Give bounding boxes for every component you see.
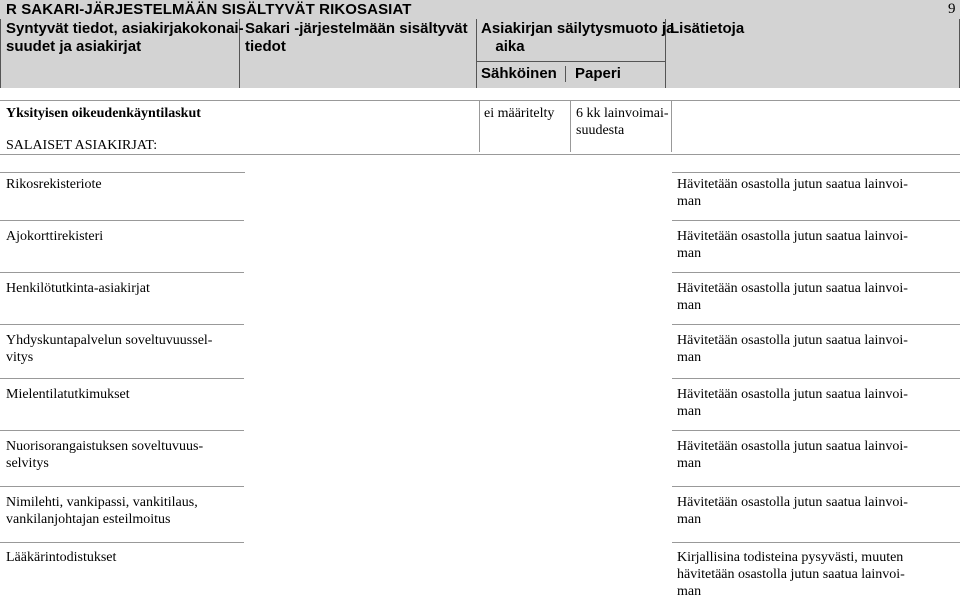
row-divider — [0, 486, 244, 487]
row-info-line2: man — [677, 298, 702, 313]
header-col-documents-line1: Syntyvät tiedot, asiakirjakokonai- — [6, 20, 244, 37]
row-name — [6, 280, 246, 297]
row-name — [6, 494, 246, 528]
row-info-line2: man — [677, 456, 702, 471]
row-name-line2: vitys — [6, 350, 34, 365]
header-subcol-divider — [565, 66, 566, 82]
header-col-documents-line2: suudet ja asiakirjat — [6, 38, 142, 55]
row-name-line1: Nimilehti, vankipassi, vankitilaus, — [6, 495, 198, 510]
row-info-line2: hävitetään osastolla jutun saatua lainvoi- — [677, 567, 905, 582]
row-info-line1: Hävitetään osastolla jutun saatua lainvoi- — [677, 387, 908, 402]
section2-heading: SALAISET ASIAKIRJAT: — [6, 138, 158, 153]
header-col-system-data-line2: tiedot — [245, 38, 286, 55]
row-info — [677, 280, 960, 314]
row-name-line1: Rikosrekisteriote — [6, 177, 102, 192]
row-name-line2: vankilanjohtajan esteilmoitus — [6, 512, 171, 527]
row-info-line2: man — [677, 194, 702, 209]
section1-paper-line2: suudesta — [576, 123, 625, 138]
row-info — [677, 549, 960, 600]
row-name-line1: Mielentilatutkimukset — [6, 387, 130, 402]
header-divider-2 — [476, 19, 477, 88]
row-info-line1: Hävitetään osastolla jutun saatua lainvoi- — [677, 229, 908, 244]
row-divider-info — [672, 486, 960, 487]
row-divider-info — [672, 542, 960, 543]
row-top-line-name — [0, 172, 245, 173]
row-divider — [0, 220, 244, 221]
row-name-line1: Nuorisorangaistuksen soveltuvuus- — [6, 439, 204, 454]
section1-label: Yksityisen oikeudenkäyntilaskut — [6, 106, 201, 121]
header-col-system-data — [245, 20, 468, 56]
section1-divider-c — [671, 100, 672, 152]
header-subdivider — [476, 61, 666, 62]
row-info-line1: Hävitetään osastolla jutun saatua lainvoi- — [677, 177, 908, 192]
row-name-line1: Lääkärintodistukset — [6, 550, 117, 565]
row-info — [677, 438, 960, 472]
row-divider-info — [672, 378, 960, 379]
header-col-retention — [481, 20, 674, 56]
row-name-line1: Yhdyskuntapalvelun soveltuvuussel- — [6, 333, 213, 348]
section1-top-line — [0, 100, 960, 101]
row-info-line2: man — [677, 246, 702, 261]
header-col-system-data-line1: Sakari -järjestelmään sisältyvät — [245, 20, 468, 37]
row-info — [677, 494, 960, 528]
row-divider — [0, 542, 244, 543]
row-name — [6, 549, 246, 566]
row-name-line2: selvitys — [6, 456, 49, 471]
row-info-line1: Hävitetään osastolla jutun saatua lainvoi- — [677, 281, 908, 296]
section1-paper-value — [576, 105, 669, 139]
section1-divider-a — [479, 100, 480, 152]
header-col-documents — [6, 20, 244, 56]
row-info-line1: Hävitetään osastolla jutun saatua lainvoi- — [677, 333, 908, 348]
section1-divider-b — [570, 100, 571, 152]
row-info-line1: Hävitetään osastolla jutun saatua lainvoi- — [677, 495, 908, 510]
row-name-line1: Henkilötutkinta-asiakirjat — [6, 281, 150, 296]
section1-electronic-value: ei määritelty — [484, 106, 555, 121]
header-col-retention-line2: aika — [495, 38, 525, 55]
row-divider — [0, 272, 244, 273]
row-info-line2: man — [677, 512, 702, 527]
row-divider-info — [672, 430, 960, 431]
row-info-line2: man — [677, 404, 702, 419]
row-name-line1: Ajokorttirekisteri — [6, 229, 104, 244]
row-info-line3: man — [677, 584, 702, 599]
header-col-retention-line1: Asiakirjan säilytysmuoto ja — [481, 20, 675, 37]
row-divider-info — [672, 324, 960, 325]
row-info-line1: Kirjallisina todisteina pysyvästi, muuten — [677, 550, 904, 565]
row-name — [6, 438, 246, 472]
row-info — [677, 176, 960, 210]
page-number: 9 — [948, 1, 956, 17]
header-subcol-electronic: Sähköinen — [481, 65, 557, 82]
document-title: R SAKARI-JÄRJESTELMÄÄN SISÄLTYVÄT RIKOSASIAT — [6, 1, 412, 18]
section1-bottom-line — [0, 154, 960, 155]
row-name — [6, 176, 246, 193]
header-border-left — [0, 19, 1, 88]
header-col-additional-info: Lisätietoja — [670, 20, 745, 37]
row-info — [677, 228, 960, 262]
row-info-line2: man — [677, 350, 702, 365]
row-info-line1: Hävitetään osastolla jutun saatua lainvoi- — [677, 439, 908, 454]
row-name — [6, 386, 246, 403]
row-name — [6, 228, 246, 245]
row-divider-info — [672, 220, 960, 221]
row-divider — [0, 378, 244, 379]
row-divider-info — [672, 272, 960, 273]
row-name — [6, 332, 246, 366]
section1-paper-line1: 6 kk lainvoimai- — [576, 106, 669, 121]
row-info — [677, 386, 960, 420]
row-top-line-info — [672, 172, 960, 173]
row-info — [677, 332, 960, 366]
header-subcol-paper: Paperi — [575, 65, 621, 82]
row-divider — [0, 430, 244, 431]
row-divider — [0, 324, 244, 325]
